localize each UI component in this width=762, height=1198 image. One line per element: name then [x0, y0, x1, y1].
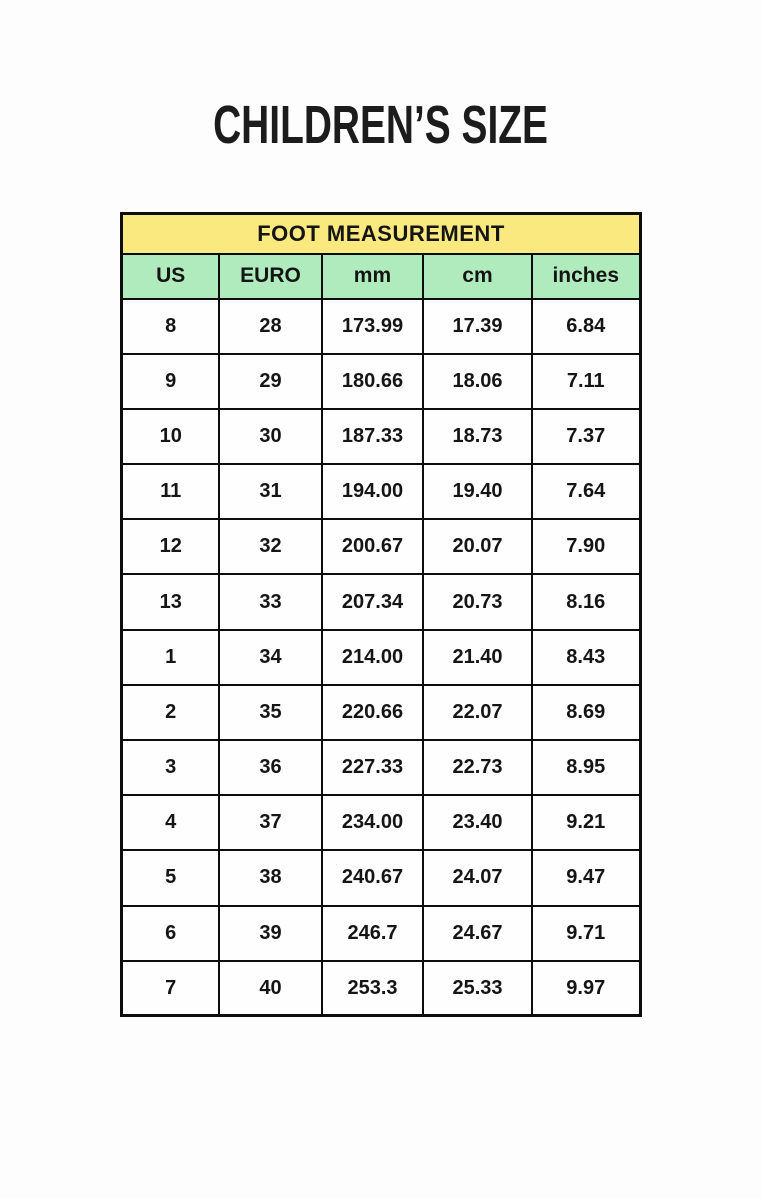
table-row: [122, 961, 640, 1016]
foot-measurement-table: [120, 212, 641, 1017]
table-cell: 12: [122, 519, 219, 574]
table-row: [122, 519, 640, 574]
table-cell: 207.34: [322, 574, 423, 629]
column-header-us: US: [122, 254, 219, 299]
table-row: [122, 409, 640, 464]
table-cell: 23.40: [423, 795, 532, 850]
table-cell: 31: [219, 464, 322, 519]
table-cell: 24.07: [423, 850, 532, 905]
table-cell: 25.33: [423, 961, 532, 1016]
table-row: [122, 354, 640, 409]
table-row: [122, 850, 640, 905]
table-cell: 7.11: [532, 354, 640, 409]
table-cell: 214.00: [322, 630, 423, 685]
table-cell: 10: [122, 409, 219, 464]
table-cell: 187.33: [322, 409, 423, 464]
table-cell: 9.71: [532, 906, 640, 961]
table-cell: 7: [122, 961, 219, 1016]
table-cell: 18.06: [423, 354, 532, 409]
table-cell: 35: [219, 685, 322, 740]
table-cell: 6: [122, 906, 219, 961]
table-cell: 7.37: [532, 409, 640, 464]
column-header-mm: mm: [322, 254, 423, 299]
table-cell: 38: [219, 850, 322, 905]
table-cell: 7.90: [532, 519, 640, 574]
table-cell: 9: [122, 354, 219, 409]
table-cell: 8.16: [532, 574, 640, 629]
table-row: [122, 906, 640, 961]
table-cell: 33: [219, 574, 322, 629]
table-caption: FOOT MEASUREMENT: [122, 214, 640, 254]
table-cell: 9.47: [532, 850, 640, 905]
table-cell: 22.73: [423, 740, 532, 795]
table-cell: 220.66: [322, 685, 423, 740]
table-cell: 5: [122, 850, 219, 905]
table-cell: 13: [122, 574, 219, 629]
table-caption-row: [122, 214, 640, 254]
table-cell: 40: [219, 961, 322, 1016]
table-cell: 8: [122, 299, 219, 354]
table-cell: 227.33: [322, 740, 423, 795]
table-cell: 253.3: [322, 961, 423, 1016]
table-cell: 32: [219, 519, 322, 574]
column-header-cm: cm: [423, 254, 532, 299]
table-cell: 17.39: [423, 299, 532, 354]
column-header-inches: inches: [532, 254, 640, 299]
table-cell: 24.67: [423, 906, 532, 961]
table-cell: 173.99: [322, 299, 423, 354]
table-cell: 2: [122, 685, 219, 740]
table-cell: 18.73: [423, 409, 532, 464]
table-cell: 34: [219, 630, 322, 685]
table-row: [122, 299, 640, 354]
table-cell: 36: [219, 740, 322, 795]
table-cell: 240.67: [322, 850, 423, 905]
table-cell: 4: [122, 795, 219, 850]
table-row: [122, 574, 640, 629]
table-cell: 11: [122, 464, 219, 519]
table-cell: 180.66: [322, 354, 423, 409]
table-row: [122, 795, 640, 850]
table-cell: 19.40: [423, 464, 532, 519]
table-cell: 6.84: [532, 299, 640, 354]
table-cell: 234.00: [322, 795, 423, 850]
table-cell: 200.67: [322, 519, 423, 574]
table-cell: 37: [219, 795, 322, 850]
table-cell: 30: [219, 409, 322, 464]
table-row: [122, 740, 640, 795]
table-row: [122, 464, 640, 519]
table-cell: 1: [122, 630, 219, 685]
table-cell: 9.21: [532, 795, 640, 850]
table-cell: 194.00: [322, 464, 423, 519]
table-cell: 7.64: [532, 464, 640, 519]
table-cell: 29: [219, 354, 322, 409]
table-row: [122, 630, 640, 685]
column-header-euro: EURO: [219, 254, 322, 299]
table-cell: 8.69: [532, 685, 640, 740]
page-title-text: CHILDREN’S SIZE: [213, 95, 549, 155]
table-cell: 8.43: [532, 630, 640, 685]
table-cell: 3: [122, 740, 219, 795]
table-cell: 9.97: [532, 961, 640, 1016]
table-row: [122, 685, 640, 740]
page-title: [0, 95, 762, 155]
table-cell: 39: [219, 906, 322, 961]
table-cell: 21.40: [423, 630, 532, 685]
table-cell: 20.07: [423, 519, 532, 574]
table-header-row: [122, 254, 640, 299]
table-cell: 246.7: [322, 906, 423, 961]
table-cell: 28: [219, 299, 322, 354]
table-cell: 8.95: [532, 740, 640, 795]
table-cell: 22.07: [423, 685, 532, 740]
table-cell: 20.73: [423, 574, 532, 629]
